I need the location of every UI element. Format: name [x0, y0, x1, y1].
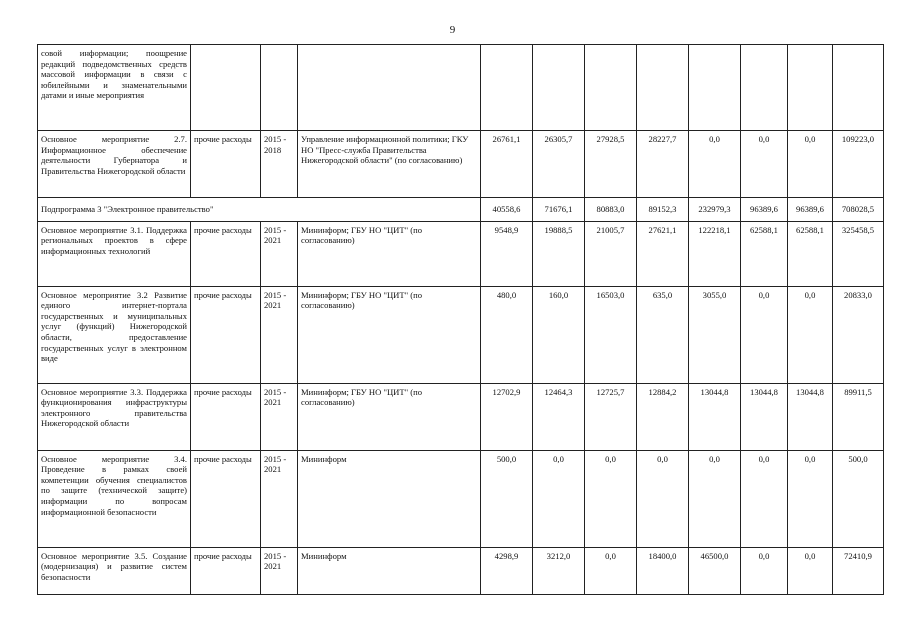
table-row	[38, 383, 884, 450]
subprogram-value-cell: 232979,3	[689, 198, 741, 222]
subprogram-value-cell: 708028,5	[833, 198, 884, 222]
value-cell: 12464,3	[533, 383, 585, 450]
value-cell	[689, 45, 741, 131]
period-cell: 2015 - 2021	[261, 450, 298, 547]
executor-cell: Мининформ	[298, 547, 481, 594]
activity-description-cell: Основное мероприятие 3.3. Поддержка функционирования инфраструктуры электронного правительства Нижегородской области	[38, 383, 191, 450]
expense-type-cell	[191, 45, 261, 131]
period-cell	[261, 45, 298, 131]
value-cell	[833, 45, 884, 131]
table-row	[38, 286, 884, 383]
value-cell: 500,0	[481, 450, 533, 547]
subprogram-title-cell: Подпрограмма 3 "Электронное правительство"	[38, 198, 481, 222]
value-cell: 160,0	[533, 286, 585, 383]
expense-type-cell: прочие расходы	[191, 547, 261, 594]
value-cell: 19888,5	[533, 221, 585, 286]
value-cell: 21005,7	[585, 221, 637, 286]
executor-cell: Мининформ; ГБУ НО "ЦИТ" (по согласованию)	[298, 286, 481, 383]
executor-cell: Мининформ; ГБУ НО "ЦИТ" (по согласованию)	[298, 383, 481, 450]
table-row	[38, 450, 884, 547]
value-cell: 325458,5	[833, 221, 884, 286]
activity-description-cell: Основное мероприятие 3.4. Проведение в рамках своей компетенции обучения специалистов по защите (технической защите) информации по вопросам информационной безопасности	[38, 450, 191, 547]
value-cell: 27928,5	[585, 131, 637, 198]
value-cell: 4298,9	[481, 547, 533, 594]
value-cell: 26761,1	[481, 131, 533, 198]
value-cell	[637, 45, 689, 131]
value-cell: 9548,9	[481, 221, 533, 286]
table-row	[38, 221, 884, 286]
subprogram-value-cell: 80883,0	[585, 198, 637, 222]
value-cell: 0,0	[741, 450, 788, 547]
period-cell: 2015 - 2021	[261, 547, 298, 594]
value-cell: 13044,8	[788, 383, 833, 450]
value-cell: 635,0	[637, 286, 689, 383]
expense-type-cell: прочие расходы	[191, 221, 261, 286]
activity-description-cell: Основное мероприятие 3.1. Поддержка региональных проектов в сфере информационных технологий	[38, 221, 191, 286]
expense-type-cell: прочие расходы	[191, 286, 261, 383]
value-cell: 0,0	[788, 286, 833, 383]
value-cell: 12884,2	[637, 383, 689, 450]
value-cell: 27621,1	[637, 221, 689, 286]
subprogram-value-cell: 40558,6	[481, 198, 533, 222]
value-cell: 0,0	[637, 450, 689, 547]
value-cell: 0,0	[585, 450, 637, 547]
table-row	[38, 45, 884, 131]
value-cell: 12725,7	[585, 383, 637, 450]
table-row	[38, 547, 884, 594]
value-cell: 0,0	[741, 286, 788, 383]
executor-cell	[298, 45, 481, 131]
value-cell: 16503,0	[585, 286, 637, 383]
value-cell: 0,0	[741, 131, 788, 198]
value-cell: 26305,7	[533, 131, 585, 198]
page-number: 9	[449, 24, 456, 36]
activity-description-cell: Основное мероприятие 3.5. Создание (модернизация) и развитие систем безопасности	[38, 547, 191, 594]
value-cell: 0,0	[533, 450, 585, 547]
value-cell	[788, 45, 833, 131]
value-cell: 109223,0	[833, 131, 884, 198]
period-cell: 2015 - 2021	[261, 286, 298, 383]
value-cell	[481, 45, 533, 131]
table-body	[38, 45, 884, 595]
value-cell: 500,0	[833, 450, 884, 547]
value-cell: 0,0	[788, 131, 833, 198]
value-cell: 3212,0	[533, 547, 585, 594]
value-cell	[741, 45, 788, 131]
value-cell: 46500,0	[689, 547, 741, 594]
subprogram-row	[38, 198, 884, 222]
expense-type-cell: прочие расходы	[191, 450, 261, 547]
executor-cell: Мининформ	[298, 450, 481, 547]
value-cell: 3055,0	[689, 286, 741, 383]
subprogram-value-cell: 71676,1	[533, 198, 585, 222]
value-cell: 0,0	[788, 547, 833, 594]
value-cell: 480,0	[481, 286, 533, 383]
value-cell: 0,0	[689, 131, 741, 198]
subprogram-value-cell: 96389,6	[788, 198, 833, 222]
expense-type-cell: прочие расходы	[191, 383, 261, 450]
period-cell: 2015 - 2021	[261, 221, 298, 286]
value-cell: 13044,8	[741, 383, 788, 450]
value-cell: 0,0	[585, 547, 637, 594]
period-cell: 2015 - 2021	[261, 383, 298, 450]
executor-cell: Управление информационной политики; ГКУ НО "Пресс-служба Правительства Нижегородской области" (по согласованию)	[298, 131, 481, 198]
value-cell: 62588,1	[788, 221, 833, 286]
value-cell: 89911,5	[833, 383, 884, 450]
value-cell: 72410,9	[833, 547, 884, 594]
subprogram-value-cell: 96389,6	[741, 198, 788, 222]
value-cell	[585, 45, 637, 131]
table-row	[38, 131, 884, 198]
value-cell: 0,0	[741, 547, 788, 594]
period-cell: 2015 - 2018	[261, 131, 298, 198]
expense-type-cell: прочие расходы	[191, 131, 261, 198]
value-cell: 28227,7	[637, 131, 689, 198]
activity-description-cell: совой информации; поощрение редакций подведомственных средств массовой информации в связи с юбилейными и знаменательными датами и иные мероприятия	[38, 45, 191, 131]
value-cell: 18400,0	[637, 547, 689, 594]
value-cell: 122218,1	[689, 221, 741, 286]
activity-description-cell: Основное мероприятие 2.7. Информационное обеспечение деятельности Губернатора и Правительства Нижегородской области	[38, 131, 191, 198]
value-cell: 62588,1	[741, 221, 788, 286]
value-cell	[533, 45, 585, 131]
value-cell: 12702,9	[481, 383, 533, 450]
executor-cell: Мининформ; ГБУ НО "ЦИТ" (по согласованию)	[298, 221, 481, 286]
budget-table	[37, 44, 884, 595]
value-cell: 13044,8	[689, 383, 741, 450]
value-cell: 20833,0	[833, 286, 884, 383]
activity-description-cell: Основное мероприятие 3.2 Развитие единого интернет-портала государственных и муниципальных услуг (функций) Нижегородской области, предоставление государственных услуг в электронном виде	[38, 286, 191, 383]
value-cell: 0,0	[689, 450, 741, 547]
value-cell: 0,0	[788, 450, 833, 547]
subprogram-value-cell: 89152,3	[637, 198, 689, 222]
